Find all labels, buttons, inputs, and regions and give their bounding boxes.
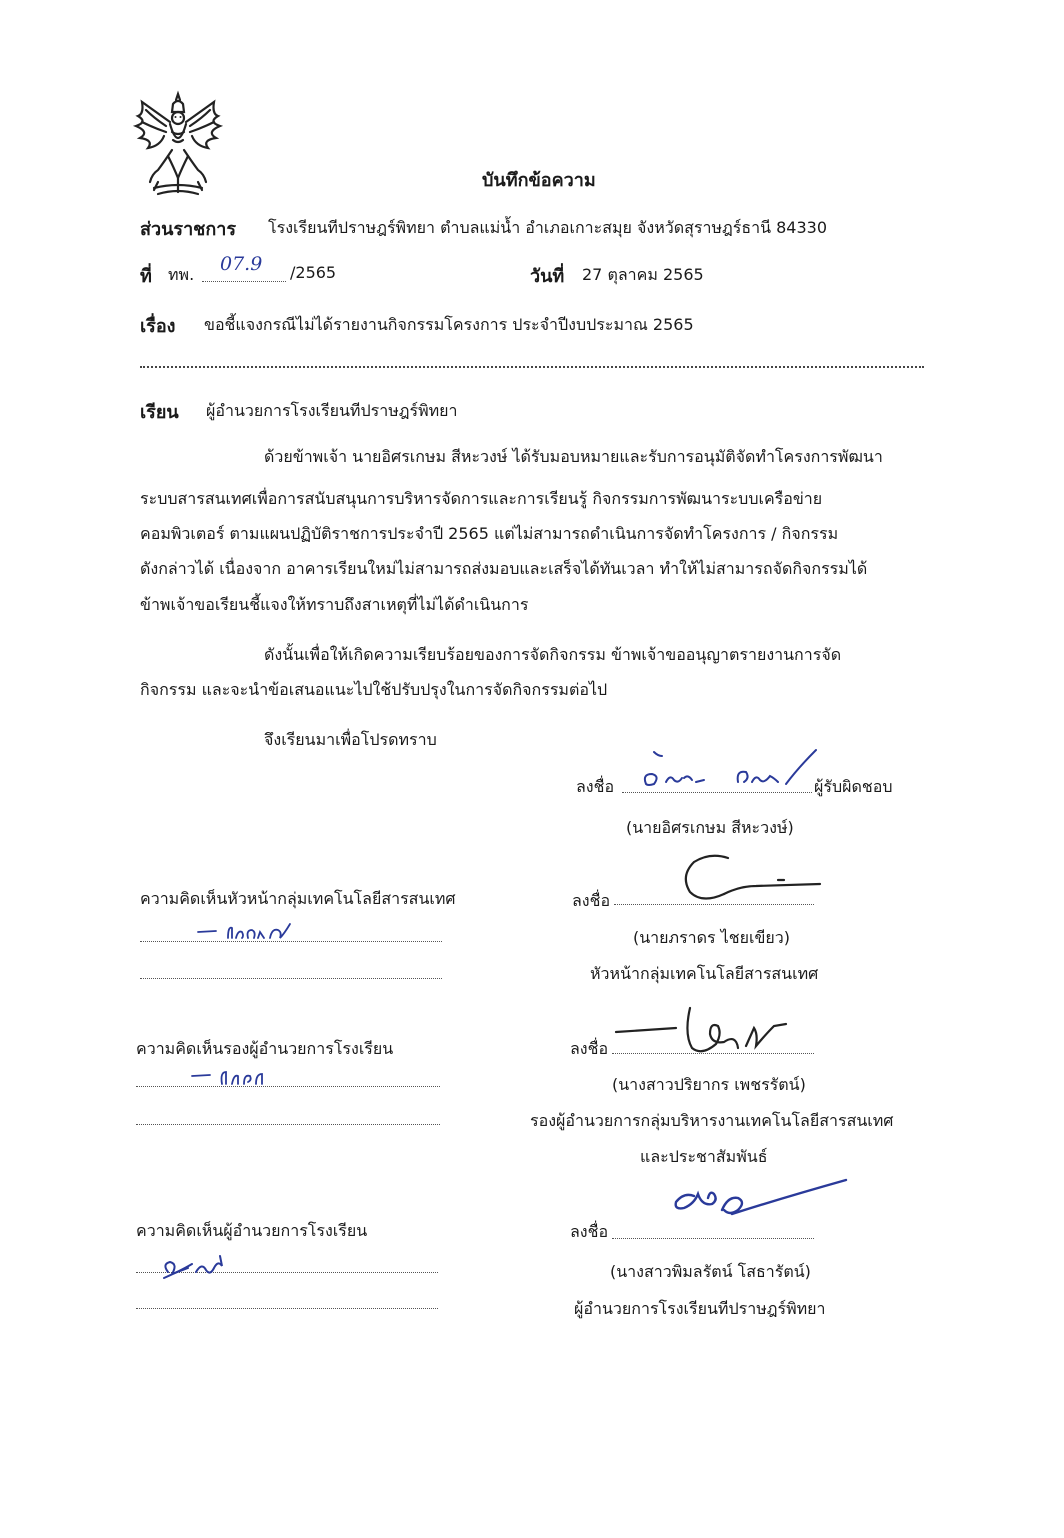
director-name: (นางสาวพิมลรัตน์ โสธารัตน์) [610,1262,811,1281]
subject-value: ขอชี้แจงกรณีไม่ได้รายงานกิจกรรมโครงการ ประจำปีงบประมาณ 2565 [204,315,694,334]
responsible-signature [640,748,830,798]
ref-number-line [202,281,286,282]
director-comment-label: ความคิดเห็นผู้อำนวยการโรงเรียน [136,1221,368,1240]
deputy-name: (นางสาวปริยากร เพชรรัตน์) [612,1075,806,1094]
deputy-comment-line-2 [136,1124,440,1125]
head-comment-handwriting [196,918,296,944]
deputy-comment-handwriting [190,1062,280,1088]
head-name: (นายภราดร ไชยเขียว) [633,928,791,947]
closing-text: จึงเรียนมาเพื่อโปรดทราบ [264,730,437,749]
head-title: หัวหน้ากลุ่มเทคโนโลยีสารสนเทศ [590,964,819,983]
para2-line-2: กิจกรรม และจะนำข้อเสนอแนะไปใช้ปรับปรุงในการจัดกิจกรรมต่อไป [140,680,608,699]
head-signature [680,852,830,908]
header-divider [140,366,924,368]
director-sign-line [612,1238,814,1239]
garuda-emblem-icon [128,92,228,196]
memo-title: บันทึกข้อความ [482,170,596,191]
ref-suffix: /2565 [290,263,337,282]
date-value: 27 ตุลาคม 2565 [582,265,704,284]
agency-value: โรงเรียนทีปราษฎร์พิทยา ตำบลแม่น้ำ อำเภอเกาะสมุย จังหวัดสุราษฎร์ธานี 84330 [268,218,828,237]
para1-line-5: ข้าพเจ้าขอเรียนชี้แจงให้ทราบถึงสาเหตุที่ไม่ได้ดำเนินการ [140,595,529,614]
ref-label: ที่ [140,266,152,287]
agency-label: ส่วนราชการ [140,219,237,240]
director-sign-label: ลงชื่อ [570,1222,609,1241]
responsible-sign-label: ลงชื่อ [576,777,615,796]
to-value: ผู้อำนวยการโรงเรียนทีปราษฎร์พิทยา [206,401,458,420]
head-comment-label: ความคิดเห็นหัวหน้ากลุ่มเทคโนโลยีสารสนเทศ [140,889,456,908]
deputy-sign-label: ลงชื่อ [570,1039,609,1058]
ref-number-handwritten: 07.9 [220,253,263,275]
deputy-title-2: และประชาสัมพันธ์ [640,1147,768,1166]
director-comment-handwriting [158,1252,238,1282]
director-title: ผู้อำนวยการโรงเรียนทีปราษฎร์พิทยา [574,1299,826,1318]
responsible-suffix: ผู้รับผิดชอบ [814,777,893,796]
deputy-comment-line-1 [136,1086,440,1087]
date-label: วันที่ [530,266,565,287]
ref-prefix: ทพ. [168,265,195,284]
para1-line-2: ระบบสารสนเทศเพื่อการสนับสนุนการบริหารจัดการและการเรียนรู้ กิจกรรมการพัฒนาระบบเครือข่าย [140,489,823,508]
director-comment-line-2 [136,1308,438,1309]
head-sign-label: ลงชื่อ [572,891,611,910]
to-label: เรียน [140,402,179,423]
subject-label: เรื่อง [140,316,176,337]
deputy-title-1: รองผู้อำนวยการกลุ่มบริหารงานเทคโนโลยีสารสนเทศ [530,1111,894,1130]
para1-line-4: ดังกล่าวได้ เนื่องจาก อาคารเรียนใหม่ไม่สามารถส่งมอบและเสร็จได้ทันเวลา ทำให้ไม่สามารถจัดกิจกรรมได้ [140,559,868,578]
director-signature [672,1176,852,1226]
para1-line-3: คอมพิวเตอร์ ตามแผนปฏิบัติราชการประจำปี 2565 แต่ไม่สามารถดำเนินการจัดทำโครงการ / กิจกรรม [140,524,839,543]
deputy-comment-label: ความคิดเห็นรองผู้อำนวยการโรงเรียน [136,1039,394,1058]
para1-line-1: ด้วยข้าพเจ้า นายอิศรเกษม สีหะวงษ์ ได้รับมอบหมายและรับการอนุมัติจัดทำโครงการพัฒนา [264,447,883,466]
deputy-signature [606,1004,806,1060]
responsible-name: (นายอิศรเกษม สีหะวงษ์) [626,818,794,837]
head-comment-line-2 [140,978,442,979]
para2-line-1: ดังนั้นเพื่อให้เกิดความเรียบร้อยของการจัดกิจกรรม ข้าพเจ้าขออนุญาตรายงานการจัด [264,645,842,664]
